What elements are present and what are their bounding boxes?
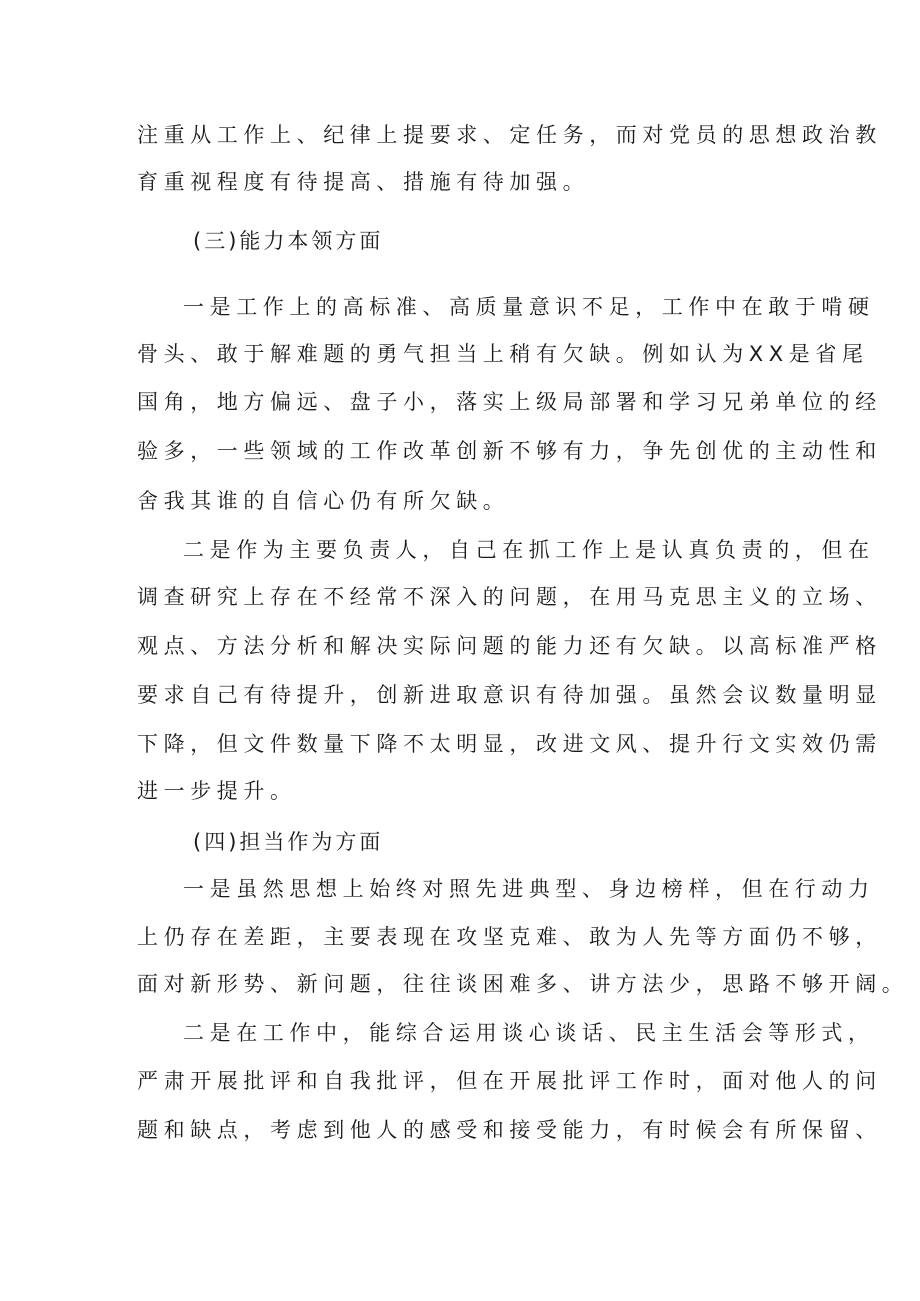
text-line: 骨头、敢于解难题的勇气担当上稍有欠缺。例如认为XX是省尾 bbox=[137, 342, 869, 366]
text-line: 一是工作上的高标准、高质量意识不足，工作中在敢于啃硬 bbox=[183, 295, 875, 319]
section-heading: (四)担当作为方面 bbox=[193, 830, 384, 854]
text-line: 国角，地方偏远、盘子小，落实上级局部署和学习兄弟单位的经 bbox=[137, 390, 882, 414]
text-line: 进一步提升。 bbox=[137, 779, 297, 803]
section-heading: (三)能力本领方面 bbox=[193, 229, 384, 253]
text-line: 二是作为主要负责人，自己在抓工作上是认真负责的，但在 bbox=[183, 538, 875, 562]
text-line: 下降，但文件数量下降不太明显，改进文风、提升行文实效仍需 bbox=[137, 732, 882, 756]
text-line: 舍我其谁的自信心仍有所欠缺。 bbox=[137, 489, 510, 513]
text-line: 题和缺点，考虑到他人的感受和接受能力，有时候会有所保留、 bbox=[137, 1118, 882, 1142]
text-line: 育重视程度有待提高、措施有待加强。 bbox=[137, 170, 590, 194]
text-line: 面对新形势、新问题，往往谈困难多、讲方法少，思路不够开阔。 bbox=[137, 972, 909, 996]
text-line: 验多，一些领域的工作改革创新不够有力，争先创优的主动性和 bbox=[137, 439, 882, 463]
text-line: 一是虽然思想上始终对照先进典型、身边榜样，但在行动力 bbox=[183, 877, 875, 901]
text-line: 要求自己有待提升，创新进取意识有待加强。虽然会议数量明显 bbox=[137, 683, 882, 707]
text-line: 注重从工作上、纪律上提要求、定任务，而对党员的思想政治教 bbox=[137, 123, 882, 147]
text-line: 二是在工作中，能综合运用谈心谈话、民主生活会等形式， bbox=[183, 1021, 875, 1045]
text-line: 观点、方法分析和解决实际问题的能力还有欠缺。以高标准严格 bbox=[137, 634, 882, 658]
text-line: 上仍存在差距，主要表现在攻坚克难、敢为人先等方面仍不够， bbox=[137, 925, 882, 949]
text-line: 严肃开展批评和自我批评，但在开展批评工作时，面对他人的问 bbox=[137, 1069, 882, 1093]
text-line: 调查研究上存在不经常不深入的问题，在用马克思主义的立场、 bbox=[137, 585, 882, 609]
